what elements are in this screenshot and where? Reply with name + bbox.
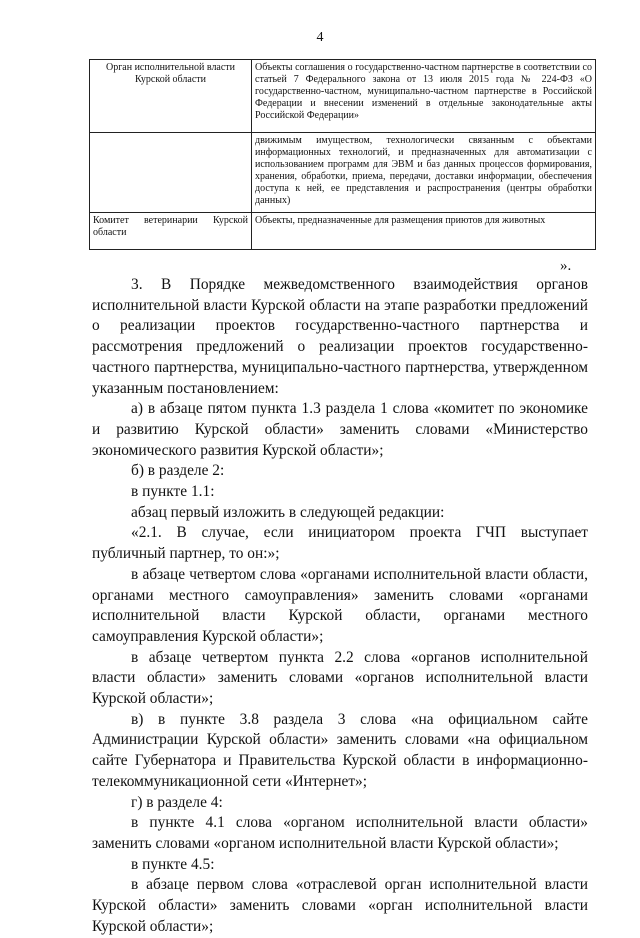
table-row xyxy=(90,133,596,213)
page-number: 4 xyxy=(316,30,324,45)
paragraph: в пункте 1.1: xyxy=(131,483,215,501)
paragraph: в абзаце первом слова «отраслевой орган исполнительной власти Курской области» заменить словами «орган исполнительной власти Курской области»; xyxy=(92,876,588,935)
objects-table xyxy=(89,59,596,250)
paragraph: а) в абзаце пятом пункта 1.3 раздела 1 слова «комитет по экономике и развитию Курской области» заменить словами «Министерство экономического развития Курской области»; xyxy=(92,400,588,459)
closing-quote: ». xyxy=(560,258,572,274)
paragraph: в пункте 4.5: xyxy=(131,855,215,873)
paragraph: г) в разделе 4: xyxy=(131,793,223,811)
objects-cell: Объекты соглашения о государственно-частном партнерстве в соответствии со статьей 7 Федерального закона от 13 июля 2015 года № 224-ФЗ «О государственно-частном, муниципально-частном партнерстве в Российской Федерации и внесении изменений в отдельные законодательные акты Российской Федерации» xyxy=(252,60,596,133)
paragraph: б) в разделе 2: xyxy=(131,462,225,480)
paragraph: в пункте 4.1 слова «органом исполнительной власти области» заменить словами «органом исполнительной власти Курской области»; xyxy=(92,814,588,852)
table-row xyxy=(90,213,596,250)
paragraph: 3. В Порядке межведомственного взаимодействия органов исполнительной власти Курской области на этапе разработки предложений о реализации проектов государственно-частного партнерства и рассмотрения предложений о реализации проектов государственно-частного партнерства, муниципально-частного партнерства, утвержденном указанным постановлением: xyxy=(92,276,588,397)
paragraph: в абзаце четвертом слова «органами исполнительной власти области, органами местного самоуправления» заменить словами «органами исполнительной власти Курской области, органами местного самоуправления Курской области»; xyxy=(92,565,588,645)
table-row xyxy=(90,60,596,133)
paragraph: абзац первый изложить в следующей редакции: xyxy=(131,503,445,521)
amendment-text xyxy=(92,275,588,938)
authority-cell xyxy=(90,133,252,213)
paragraph: в) в пункте 3.8 раздела 3 слова «на официальном сайте Администрации Курской области» заменить словами «на официальном сайте Губернатора и Правительства Курской области в информационно-телекоммуникационной сети «Интернет»; xyxy=(92,710,588,790)
paragraph: в абзаце четвертом пункта 2.2 слова «органов исполнительной власти области» заменить словами «органов исполнительной власти Курской области»; xyxy=(92,648,588,708)
objects-cell: движимым имуществом, технологически связанным с объектами информационных технологий, и предназначенных для автоматизации с использованием программ для ЭВМ и баз данных процессов формирования, хранения, обработки, приема, передачи, доставки информации, обеспечения доступа к ней, ее представления и распространения (центры обработки данных) xyxy=(252,133,596,213)
authority-cell: Комитет ветеринарии Курской области xyxy=(90,213,252,250)
objects-cell: Объекты, предназначенные для размещения приютов для животных xyxy=(252,213,596,250)
authority-cell: Орган исполнительной власти Курской области xyxy=(90,60,252,133)
paragraph: «2.1. В случае, если инициатором проекта ГЧП выступает публичный партнер, то он:»; xyxy=(92,524,588,563)
